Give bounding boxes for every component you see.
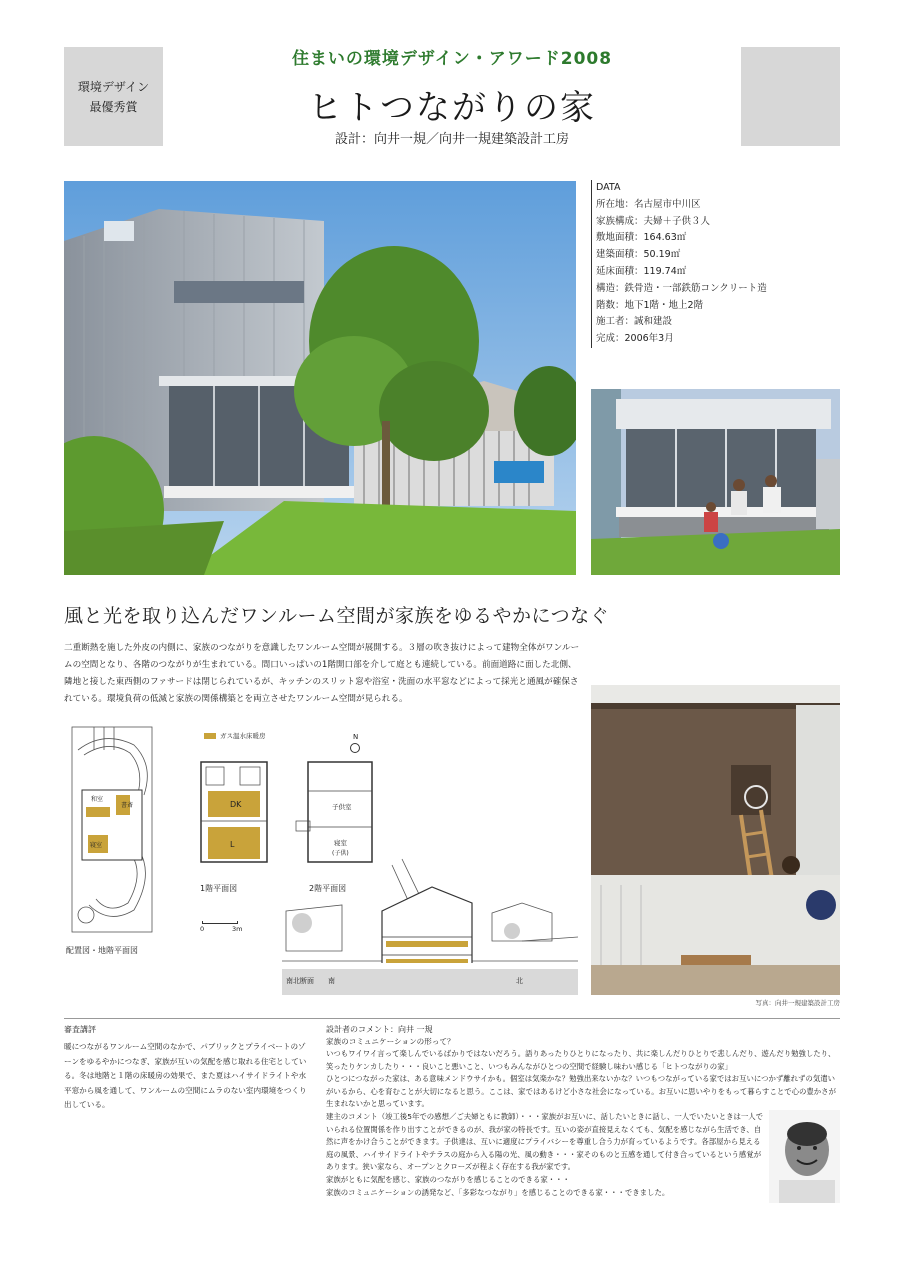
- room-label: DK: [230, 800, 242, 809]
- family-photo: [591, 389, 840, 575]
- scale-bar: [202, 921, 238, 924]
- north-arrow-label: N: [353, 733, 359, 741]
- section-drawing: [282, 851, 578, 995]
- page-title: ヒトつながりの家: [308, 88, 596, 128]
- data-item: 延床面積：119.74㎡: [596, 265, 687, 277]
- award-category-line2: 最優秀賞: [89, 99, 138, 114]
- review-text: 暖につながるワンルーム空間のなかで、パブリックとプライベートのゾーンをゆるやかにつなぎ、家族が互いの気配を感じ取れる住宅としている。冬は地階と１階の床暖房の効果で、また夏はハイサイドライトや水平窓から風を通して、ワンルームの空間にムラのない室内環境をつくり出している。: [64, 1042, 307, 1109]
- section-north-label: 北: [516, 977, 523, 985]
- section-south-label: 南: [328, 977, 335, 985]
- data-item: 完成：2006年3月: [596, 333, 674, 345]
- room-label: (子供): [332, 850, 349, 857]
- comment-paragraph: 家族のコミュニケーションの誘発など、「多彩なつながり」を感じることのできる家・・・できました。: [326, 1187, 670, 1197]
- data-item: 階数：地下1階・地上2階: [596, 299, 704, 311]
- floor2-plan-drawing: [294, 761, 374, 865]
- review-title: 審査講評: [64, 1025, 96, 1034]
- room-label: 寝室: [90, 842, 103, 849]
- floor1-plan-drawing: [200, 761, 274, 865]
- headline: 風と光を取り込んだワンルーム空間が家族をゆるやかにつなぐ: [64, 605, 610, 627]
- scale-zero: 0: [200, 925, 205, 933]
- designer-portrait: [769, 1110, 840, 1203]
- comment-paragraph: ひとつにつながった家は、ある意味メンドウサイかも。個室は気楽かな？勉強出来ないかな？いつもつながっている家ではお互いにつかず離れずの気遣いがいるから、心を育むことが大切になると思う。ここは、家ではあるけど小さな社会になっている。お互いに思いやりをもって暮らすことで心の豊かさが生まれないかと思っています。: [326, 1074, 836, 1109]
- comment-paragraph: 家族がともに気配を感じ、家族のつながりを感じることのできる家・・・: [326, 1174, 570, 1184]
- photo-caption: 写真：向井一規建築設計工房: [755, 999, 840, 1007]
- data-item: 所在地：名古屋市中川区: [596, 198, 701, 210]
- section-divider: [64, 1018, 840, 1019]
- comment-paragraph: 建主のコメント（竣工後5年での感想／ご夫婦ともに教師）・・・家族がお互いに、話したいときに話し、一人でいたいときは一人でいられる位置関係を作り出すことができるのが、我が家の特長です。互いの姿が直接見えなくても、気配を感じながら生活でき、自然に声をかけ合うことができます。子供達は、互いに適度にプライバシーを尊重し合う力が育っているようです。各部屋から見える庭の風景、ハイサイドライトやテラスの庭から入る陽の光、風の動き・・・家そのものと五感を通して付き合っているという感覚があります。狭い家なら、オープンとクローズが程よく存在する我が家です。: [326, 1111, 764, 1172]
- floor2-plan-label: 2階平面図: [309, 884, 347, 893]
- room-label: 和室: [91, 796, 104, 803]
- room-label: 書斎: [121, 802, 134, 809]
- data-item: 建築面積：50.19㎡: [596, 249, 681, 261]
- comment-subtitle: 家族のコミュニケーションの形って？: [326, 1037, 455, 1046]
- award-category-line1: 環境デザイン: [77, 79, 150, 94]
- award-category-box: [64, 47, 163, 146]
- room-label: 子供室: [332, 803, 352, 811]
- data-panel: [591, 180, 841, 348]
- header-decor-box: [741, 47, 840, 146]
- data-item: 家族構成：夫婦＋子供３人: [596, 215, 711, 227]
- data-item: 敷地面積：164.63㎡: [596, 232, 687, 244]
- comment-title: 設計者のコメント：向井 一規: [326, 1025, 433, 1034]
- data-item: 構造：鉄骨造・一部鉄筋コンクリート造: [596, 282, 767, 294]
- north-arrow-icon: [350, 743, 360, 753]
- exterior-photo: [64, 181, 576, 575]
- floor1-plan-label: 1階平面図: [200, 884, 238, 893]
- comment-text: [326, 1048, 836, 1199]
- room-label: L: [230, 840, 235, 849]
- data-heading: DATA: [596, 182, 621, 193]
- data-item: 施工者：誠和建設: [596, 316, 673, 328]
- site-plan-label: 配置図・地階平面図: [66, 946, 138, 955]
- legend-swatch: [204, 733, 216, 739]
- section-label: 南北断面: [286, 977, 314, 985]
- intro-text: 二重断熱を施した外皮の内側に、家族のつながりを意識したワンルーム空間が展開する。３層の吹き抜けによって建物全体がワンルームの空間となり、各階のつながりが生まれている。間口いっぱいの1階開口部を介して庭とも連続している。前面道路に面した北側、隣地と接した東西側のファサードは閉じられているが、キッチンのスリット窓や浴室・洗面の水平窓などによって採光と通風が確保されている。環境負荷の低減と家族の関係構築とを両立させたワンルーム空間が見られる。: [64, 643, 580, 704]
- interior-photo: [591, 685, 840, 995]
- comment-paragraph: いつもワイワイ言って楽しんでいるばかりではないだろう。語りあったりひとりになったり、共に楽しんだりひとりで悲しんだり、遊んだり勉強したり、笑ったりケンカしたり・・・良いこと悪いこと、いつもみんながひとつの空間で経験し味わい感じる「ヒトつながりの家」: [326, 1049, 836, 1071]
- room-label: 寝室: [334, 839, 347, 847]
- site-plan-drawing: [64, 725, 194, 940]
- legend-label: ガス温水床暖房: [220, 732, 266, 740]
- designer-credit: 設計：向井一規／向井一規建築設計工房: [334, 132, 569, 147]
- scale-end: 3m: [232, 925, 243, 933]
- award-title: 住まいの環境デザイン・アワード2008: [291, 49, 613, 69]
- architectural-drawings: [64, 725, 580, 995]
